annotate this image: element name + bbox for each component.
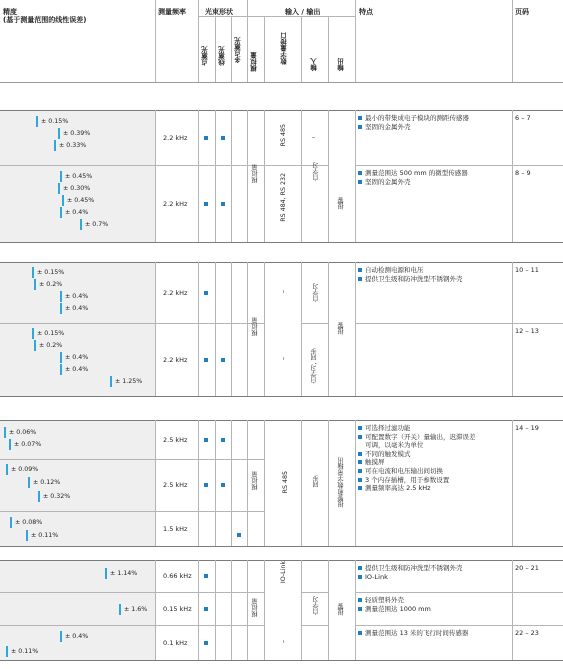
analog-output: 模拟量 bbox=[252, 164, 259, 183]
line-laser-marker bbox=[221, 438, 225, 442]
feature-item bbox=[358, 266, 463, 275]
feature-item bbox=[358, 178, 468, 187]
io-header: 输入 / 输出 bbox=[285, 8, 321, 16]
point-laser-marker bbox=[204, 641, 208, 645]
accuracy-value: ± 0.12% bbox=[33, 479, 61, 486]
feature-text: 测量范围达 1000 mm bbox=[365, 604, 431, 613]
digital-interface: RS 485 bbox=[282, 471, 289, 494]
accuracy-bar bbox=[80, 219, 82, 230]
column-divider bbox=[247, 262, 248, 396]
column-divider bbox=[198, 110, 199, 242]
accuracy-bar bbox=[36, 116, 38, 127]
line-laser-marker bbox=[221, 358, 225, 362]
accuracy-value: ± 0.32% bbox=[43, 493, 71, 500]
accuracy-subheader: (基于测量范围的线性误差) bbox=[3, 16, 87, 24]
group-separator bbox=[0, 242, 563, 243]
accuracy-value: ± 1.25% bbox=[115, 378, 143, 385]
column-divider bbox=[355, 262, 356, 396]
feature-item bbox=[358, 424, 476, 433]
accuracy-value: ± 0.15% bbox=[37, 330, 65, 337]
feature-text: 可调，以毫米为单位 bbox=[365, 441, 424, 450]
accuracy-value: ± 1.14% bbox=[110, 570, 138, 577]
column-divider bbox=[328, 110, 329, 242]
io-analog-header: 模拟量 bbox=[250, 52, 258, 72]
digital-interface: – bbox=[280, 640, 287, 644]
accuracy-value: ± 0.4% bbox=[65, 293, 89, 300]
group-separator bbox=[0, 396, 563, 397]
column-divider bbox=[512, 110, 513, 242]
bullet-icon bbox=[358, 486, 362, 490]
feature-item bbox=[358, 476, 476, 485]
measuring-frequency: 2.2 kHz bbox=[163, 133, 188, 142]
row-divider bbox=[301, 625, 328, 626]
column-divider bbox=[231, 262, 232, 396]
accuracy-value: ± 0.15% bbox=[37, 269, 65, 276]
page-reference: 20 – 21 bbox=[515, 564, 539, 572]
accuracy-bar bbox=[32, 267, 34, 278]
accuracy-header: 精度 bbox=[3, 8, 17, 16]
page-reference: 10 – 11 bbox=[515, 266, 539, 274]
column-divider bbox=[355, 560, 356, 660]
point-laser-marker bbox=[204, 202, 208, 206]
accuracy-bar bbox=[10, 517, 12, 528]
group-separator bbox=[0, 660, 563, 661]
row-divider bbox=[264, 165, 301, 166]
accuracy-value: ± 0.45% bbox=[65, 173, 93, 180]
output-merged: 报警 bbox=[338, 603, 345, 616]
accuracy-value: ± 0.11% bbox=[31, 532, 59, 539]
feature-item bbox=[358, 484, 476, 493]
line-laser-marker bbox=[221, 202, 225, 206]
column-divider bbox=[231, 110, 232, 242]
column-divider bbox=[247, 110, 248, 242]
accuracy-bar bbox=[38, 491, 40, 502]
accuracy-value: ± 0.4% bbox=[65, 354, 89, 361]
accuracy-value: ± 1.6% bbox=[124, 606, 148, 613]
feature-item bbox=[358, 467, 476, 476]
input-merged: 自学习 bbox=[313, 596, 320, 615]
digital-interface: – bbox=[280, 357, 287, 361]
bullet-icon bbox=[358, 125, 362, 129]
point-laser-marker bbox=[204, 136, 208, 140]
accuracy-bar bbox=[9, 439, 11, 450]
row-divider bbox=[355, 592, 563, 593]
feature-item bbox=[358, 596, 431, 605]
accuracy-bar bbox=[6, 464, 8, 475]
column-divider bbox=[215, 420, 216, 546]
group-separator bbox=[0, 546, 563, 547]
accuracy-value: ± 0.4% bbox=[65, 633, 89, 640]
point-laser-marker bbox=[204, 574, 208, 578]
accuracy-value: ± 0.09% bbox=[11, 466, 39, 473]
column-divider bbox=[155, 420, 156, 546]
feature-text: 可选择过滤功能 bbox=[365, 424, 411, 432]
beam-point-header: 点激光 bbox=[201, 46, 209, 66]
column-divider bbox=[301, 420, 302, 546]
accuracy-bar bbox=[105, 568, 107, 579]
column-divider bbox=[198, 560, 199, 660]
accuracy-bar bbox=[58, 128, 60, 139]
accuracy-bar bbox=[58, 183, 60, 194]
feature-text: 可配置数字（开关）量输出，迟滞误差 bbox=[365, 432, 476, 441]
column-divider bbox=[355, 110, 356, 242]
feature-item bbox=[358, 629, 468, 638]
bullet-icon bbox=[358, 631, 362, 635]
feature-text: 触摸屏 bbox=[365, 458, 385, 467]
line-laser-marker bbox=[221, 136, 225, 140]
accuracy-bar bbox=[62, 195, 64, 206]
bullet-icon bbox=[358, 478, 362, 482]
accuracy-bar bbox=[110, 376, 112, 387]
analog-output: 模拟量 bbox=[252, 317, 259, 336]
accuracy-value: ± 0.2% bbox=[39, 342, 63, 349]
row-divider bbox=[301, 323, 328, 324]
measuring-frequency: 1.5 kHz bbox=[163, 524, 188, 533]
column-divider bbox=[264, 262, 265, 396]
column-divider bbox=[198, 262, 199, 396]
input-value: 自学习, 同步 bbox=[311, 347, 318, 384]
feature-text: 提供卫生级和防冲洗型不锈钢外壳 bbox=[365, 274, 463, 283]
feature-item bbox=[358, 275, 463, 284]
accuracy-value: ± 0.4% bbox=[65, 366, 89, 373]
io-output-header: 输出 bbox=[337, 58, 345, 71]
measuring-frequency: 2.5 kHz bbox=[163, 435, 188, 444]
column-divider bbox=[231, 420, 232, 546]
column-divider bbox=[215, 560, 216, 660]
feature-text: 最小的带集成电子模块的测距传感器 bbox=[365, 114, 469, 122]
freq-header: 测量频率 bbox=[158, 8, 186, 16]
bullet-icon bbox=[358, 171, 362, 175]
accuracy-value: ± 0.33% bbox=[59, 142, 87, 149]
bullet-icon bbox=[358, 566, 362, 570]
accuracy-value: ± 0.2% bbox=[39, 281, 63, 288]
accuracy-bar bbox=[34, 279, 36, 290]
output-merged: 报警 bbox=[338, 196, 345, 210]
accuracy-bar bbox=[60, 171, 62, 182]
page-header: 页码 bbox=[515, 8, 529, 16]
measuring-frequency: 2.2 kHz bbox=[163, 355, 188, 364]
input-value: 自学习 bbox=[313, 282, 320, 302]
accuracy-bar bbox=[60, 207, 62, 218]
bullet-icon bbox=[358, 452, 362, 456]
bullet-icon bbox=[358, 268, 362, 272]
bullet-icon bbox=[358, 598, 362, 602]
bullet-icon bbox=[358, 426, 362, 430]
accuracy-cell bbox=[0, 111, 155, 165]
feature-list bbox=[358, 629, 468, 638]
accuracy-value: ± 0.30% bbox=[63, 185, 91, 192]
accuracy-bar bbox=[34, 340, 36, 351]
measuring-frequency: 0.1 kHz bbox=[163, 638, 188, 647]
point-laser-marker bbox=[204, 483, 208, 487]
io-input-header: 输入 bbox=[310, 58, 318, 71]
feature-item bbox=[358, 441, 476, 450]
accuracy-bar bbox=[60, 291, 62, 302]
bullet-icon bbox=[358, 435, 362, 439]
column-divider bbox=[512, 420, 513, 546]
output-merged: 报警和数字量输出 bbox=[338, 456, 345, 507]
measuring-frequency: 2.2 kHz bbox=[163, 199, 188, 208]
beam-multi-header: 多点激光 bbox=[234, 37, 242, 63]
feature-text: IO-Link bbox=[365, 572, 388, 581]
accuracy-bar bbox=[60, 352, 62, 363]
column-divider bbox=[215, 110, 216, 242]
digital-interface: – bbox=[280, 290, 287, 294]
bullet-icon bbox=[358, 575, 362, 579]
accuracy-value: ± 0.7% bbox=[85, 221, 109, 228]
column-divider bbox=[264, 110, 265, 242]
feature-text: 测量频率高达 2.5 kHz bbox=[365, 484, 431, 493]
row-divider bbox=[355, 625, 563, 626]
output-merged: 报警 bbox=[338, 322, 345, 335]
column-divider bbox=[247, 420, 248, 546]
accuracy-bar bbox=[6, 646, 8, 657]
column-divider bbox=[198, 420, 199, 546]
accuracy-value: ± 0.06% bbox=[9, 429, 37, 436]
column-divider bbox=[155, 110, 156, 242]
feature-list bbox=[358, 114, 469, 131]
accuracy-cell bbox=[0, 421, 155, 459]
feature-list bbox=[358, 424, 476, 493]
feature-text: 轻质塑料外壳 bbox=[365, 596, 404, 604]
feature-list bbox=[358, 564, 463, 581]
io-digital-header: 数字量接口 bbox=[280, 32, 288, 65]
accuracy-cell bbox=[0, 512, 155, 546]
accuracy-value: ± 0.15% bbox=[41, 118, 69, 125]
accuracy-value: ± 0.45% bbox=[67, 197, 95, 204]
accuracy-bar bbox=[32, 328, 34, 339]
row-divider bbox=[355, 323, 563, 324]
column-divider bbox=[328, 262, 329, 396]
feature-list bbox=[358, 596, 431, 613]
column-divider bbox=[155, 262, 156, 396]
accuracy-bar bbox=[60, 631, 62, 642]
feature-item bbox=[358, 433, 476, 442]
feature-item bbox=[358, 573, 463, 582]
line-laser-marker bbox=[221, 483, 225, 487]
accuracy-value: ± 0.4% bbox=[65, 209, 89, 216]
row-divider bbox=[355, 165, 563, 166]
column-divider bbox=[512, 262, 513, 396]
accuracy-value: ± 0.4% bbox=[65, 305, 89, 312]
feature-text: 测量范围达 500 mm 的微型传感器 bbox=[365, 169, 468, 177]
column-divider bbox=[512, 560, 513, 660]
measuring-frequency: 2.2 kHz bbox=[163, 288, 188, 297]
page-reference: 22 – 23 bbox=[515, 629, 539, 637]
column-divider bbox=[231, 560, 232, 660]
features-header: 特点 bbox=[359, 8, 373, 16]
feature-item bbox=[358, 169, 468, 178]
accuracy-value: ± 0.39% bbox=[63, 130, 91, 137]
column-divider bbox=[355, 420, 356, 546]
accuracy-bar bbox=[119, 604, 121, 615]
analog-output: 模拟量 bbox=[252, 471, 259, 490]
table-header bbox=[0, 0, 563, 83]
accuracy-bar bbox=[28, 477, 30, 488]
column-divider bbox=[301, 262, 302, 396]
page-reference: 8 – 9 bbox=[515, 169, 531, 177]
column-divider bbox=[328, 420, 329, 546]
column-divider bbox=[215, 262, 216, 396]
beam-line-header: 线激光 bbox=[218, 46, 226, 66]
feature-text: 提供卫生级和防冲洗型不锈钢外壳 bbox=[365, 564, 463, 572]
bullet-icon bbox=[358, 277, 362, 281]
input-merged: 自学习 bbox=[313, 162, 320, 181]
feature-item bbox=[358, 123, 469, 132]
column-divider bbox=[328, 560, 329, 660]
column-divider bbox=[155, 560, 156, 660]
accuracy-bar bbox=[4, 427, 6, 438]
multipoint-laser-marker bbox=[237, 533, 241, 537]
accuracy-value: ± 0.07% bbox=[14, 441, 42, 448]
accuracy-bar bbox=[60, 364, 62, 375]
accuracy-bar bbox=[26, 530, 28, 541]
feature-list bbox=[358, 169, 468, 186]
column-divider bbox=[247, 560, 248, 660]
measuring-frequency: 0.66 kHz bbox=[163, 572, 192, 580]
page-reference: 12 – 13 bbox=[515, 327, 539, 335]
analog-output: 模拟量 bbox=[252, 598, 259, 617]
digital-interface: RS 485 bbox=[280, 124, 287, 147]
input-value: – bbox=[312, 133, 316, 141]
feature-item bbox=[358, 458, 476, 467]
column-divider bbox=[301, 110, 302, 242]
bullet-icon bbox=[358, 460, 362, 464]
feature-text: 测量范围达 13 米的飞行时间传感器 bbox=[365, 629, 469, 637]
feature-text: 自动检测电源和电压 bbox=[365, 266, 424, 274]
accuracy-bar bbox=[60, 303, 62, 314]
feature-text: 不同的触发模式 bbox=[365, 449, 411, 458]
feature-text: 坚固的金属外壳 bbox=[365, 122, 411, 131]
feature-text: 坚固的金属外壳 bbox=[365, 177, 411, 186]
digital-interface: IO-Link bbox=[280, 560, 287, 583]
accuracy-value: ± 0.11% bbox=[11, 648, 39, 655]
point-laser-marker bbox=[204, 607, 208, 611]
bullet-icon bbox=[358, 180, 362, 184]
feature-text: 可在电流和电压输出间切换 bbox=[365, 466, 443, 475]
digital-interface: RS 484, RS 232 bbox=[280, 172, 287, 222]
column-divider bbox=[301, 560, 302, 660]
point-laser-marker bbox=[204, 438, 208, 442]
bullet-icon bbox=[358, 116, 362, 120]
measuring-frequency: 2.5 kHz bbox=[163, 481, 188, 489]
page-reference: 14 – 19 bbox=[515, 424, 539, 432]
input-merged: 同步 bbox=[313, 475, 320, 488]
feature-list bbox=[358, 266, 463, 283]
accuracy-bar bbox=[54, 140, 56, 151]
column-divider bbox=[264, 560, 265, 660]
bullet-icon bbox=[358, 469, 362, 473]
accuracy-value: ± 0.08% bbox=[15, 519, 43, 526]
measuring-frequency: 0.15 kHz bbox=[163, 604, 192, 613]
page-reference: 6 – 7 bbox=[515, 114, 531, 122]
beam-header: 光束形状 bbox=[205, 8, 233, 16]
row-divider bbox=[301, 592, 328, 593]
point-laser-marker bbox=[204, 358, 208, 362]
bullet-icon bbox=[358, 607, 362, 611]
feature-item bbox=[358, 114, 469, 123]
column-divider bbox=[264, 420, 265, 546]
point-laser-marker bbox=[204, 291, 208, 295]
feature-text: 3 个内存插槽，用于参数设置 bbox=[365, 475, 450, 484]
feature-item bbox=[358, 605, 431, 614]
feature-item bbox=[358, 564, 463, 573]
